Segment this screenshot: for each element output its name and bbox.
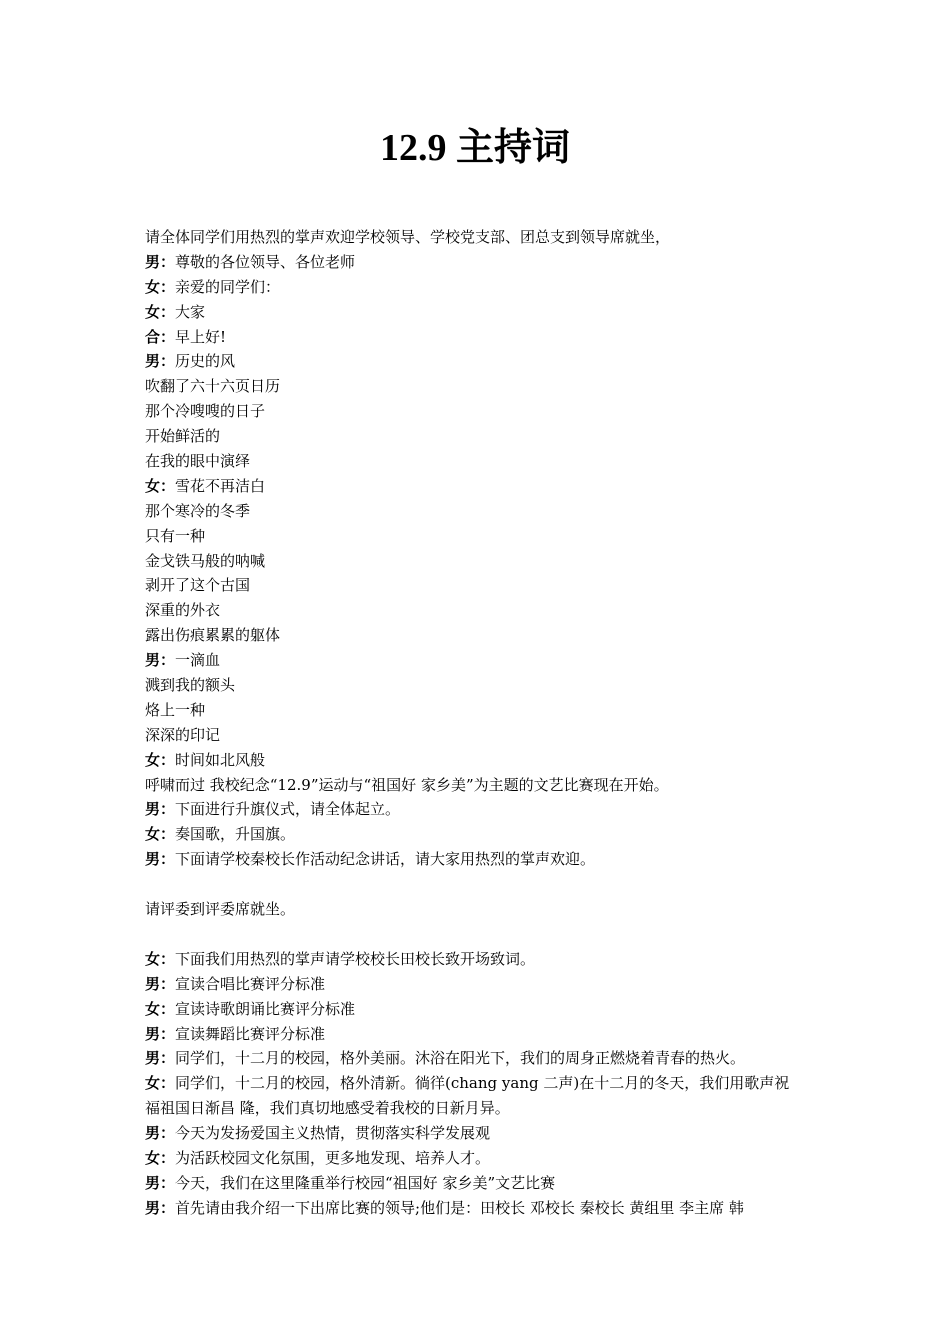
line-text: 今天，我们在这里隆重举行校园“祖国好 家乡美”文艺比赛 bbox=[175, 1173, 556, 1192]
script-line bbox=[145, 1022, 810, 1047]
speaker-label: 女： bbox=[145, 825, 176, 844]
script-line bbox=[145, 374, 810, 399]
line-text: 宣读诗歌朗诵比赛评分标准 bbox=[175, 999, 356, 1018]
script-line bbox=[145, 275, 810, 300]
script-line bbox=[145, 972, 810, 997]
speaker-label: 男： bbox=[145, 1198, 176, 1217]
speaker-label: 男： bbox=[145, 352, 176, 371]
script-line bbox=[145, 250, 810, 275]
line-text: 溅到我的额头 bbox=[145, 676, 236, 695]
line-text: 呼啸而过 我校纪念“12.9”运动与“祖国好 家乡美”为主题的文艺比赛现在开始。 bbox=[145, 775, 669, 794]
speaker-label: 女： bbox=[145, 999, 176, 1018]
script-line bbox=[145, 424, 810, 449]
speaker-label: 男： bbox=[145, 850, 176, 869]
line-text: 下面进行升旗仪式，请全体起立。 bbox=[175, 800, 401, 819]
line-text: 福祖国日渐昌 隆，我们真切地感受着我校的日新月异。 bbox=[145, 1099, 510, 1118]
script-line bbox=[145, 698, 810, 723]
script-line bbox=[145, 349, 810, 374]
line-text: 金戈铁马般的呐喊 bbox=[145, 551, 266, 570]
script-line bbox=[145, 225, 810, 250]
script-line bbox=[145, 524, 810, 549]
speaker-label: 男： bbox=[145, 1024, 176, 1043]
script-line bbox=[145, 474, 810, 499]
line-text: 深重的外衣 bbox=[145, 601, 221, 620]
document-body bbox=[145, 225, 810, 1221]
speaker-label: 男： bbox=[145, 800, 176, 819]
blank-line bbox=[145, 872, 810, 897]
line-text: 同学们，十二月的校园，格外美丽。沐浴在阳光下，我们的周身正燃烧着青春的热火。 bbox=[175, 1049, 746, 1068]
line-text: 宣读合唱比赛评分标准 bbox=[175, 974, 326, 993]
line-text: 尊敬的各位领导、各位老师 bbox=[175, 252, 356, 271]
script-line bbox=[145, 449, 810, 474]
line-text: 烙上一种 bbox=[145, 700, 206, 719]
script-line bbox=[145, 797, 810, 822]
script-line bbox=[145, 598, 810, 623]
line-text: 一滴血 bbox=[175, 651, 221, 670]
script-line bbox=[145, 399, 810, 424]
script-line bbox=[145, 822, 810, 847]
speaker-label: 男： bbox=[145, 974, 176, 993]
speaker-label: 女： bbox=[145, 1148, 176, 1167]
script-line bbox=[145, 499, 810, 524]
script-line bbox=[145, 573, 810, 598]
line-text: 为活跃校园文化氛围，更多地发现、培养人才。 bbox=[175, 1148, 491, 1167]
line-text: 那个寒冷的冬季 bbox=[145, 501, 251, 520]
script-line bbox=[145, 773, 810, 798]
script-line bbox=[145, 1071, 810, 1096]
speaker-label: 女： bbox=[145, 1074, 176, 1093]
script-line bbox=[145, 723, 810, 748]
blank-line bbox=[145, 922, 810, 947]
line-text: 吹翻了六十六页日历 bbox=[145, 377, 281, 396]
line-text: 只有一种 bbox=[145, 526, 206, 545]
line-text: 亲爱的同学们： bbox=[175, 277, 281, 296]
line-text: 历史的风 bbox=[175, 352, 236, 371]
script-line bbox=[145, 1196, 810, 1221]
speaker-label: 女： bbox=[145, 476, 176, 495]
script-line bbox=[145, 997, 810, 1022]
speaker-label: 男： bbox=[145, 252, 176, 271]
document-title: 12.9 主持词 bbox=[379, 127, 570, 169]
script-line bbox=[145, 300, 810, 325]
script-line bbox=[145, 623, 810, 648]
speaker-label: 女： bbox=[145, 949, 176, 968]
line-text: 奏国歌，升国旗。 bbox=[175, 825, 296, 844]
script-line bbox=[145, 1121, 810, 1146]
script-line bbox=[145, 897, 810, 922]
line-text: 开始鲜活的 bbox=[145, 427, 221, 446]
speaker-label: 男： bbox=[145, 1173, 176, 1192]
line-text: 时间如北风般 bbox=[175, 750, 266, 769]
line-text: 首先请由我介绍一下出席比赛的领导;他们是：田校长 邓校长 秦校长 黄组里 李主席 韩 bbox=[175, 1198, 744, 1217]
script-line bbox=[145, 1171, 810, 1196]
script-line bbox=[145, 1046, 810, 1071]
speaker-label: 合： bbox=[145, 327, 176, 346]
speaker-label: 男： bbox=[145, 651, 176, 670]
line-text: 剥开了这个古国 bbox=[145, 576, 251, 595]
script-line bbox=[145, 947, 810, 972]
line-text: 早上好! bbox=[175, 327, 227, 346]
script-line bbox=[145, 1096, 810, 1121]
line-text: 在我的眼中演绎 bbox=[145, 452, 251, 471]
script-line bbox=[145, 325, 810, 350]
line-text: 请全体同学们用热烈的掌声欢迎学校领导、学校党支部、团总支到领导席就坐， bbox=[145, 228, 671, 246]
speaker-label: 女： bbox=[145, 277, 176, 296]
script-line bbox=[145, 673, 810, 698]
line-text: 同学们，十二月的校园，格外清新。徜徉(chang yang 二声)在十二月的冬天，我们用歌声祝 bbox=[175, 1074, 790, 1093]
script-line bbox=[145, 748, 810, 773]
line-text: 露出伤痕累累的躯体 bbox=[145, 626, 281, 645]
line-text: 大家 bbox=[175, 302, 206, 321]
line-text: 那个冷嗖嗖的日子 bbox=[145, 402, 266, 421]
script-line bbox=[145, 549, 810, 574]
line-text: 下面请学校秦校长作活动纪念讲话，请大家用热烈的掌声欢迎。 bbox=[175, 850, 596, 869]
line-text: 深深的印记 bbox=[145, 725, 221, 744]
line-text: 请评委到评委席就坐。 bbox=[145, 900, 296, 919]
speaker-label: 男： bbox=[145, 1049, 176, 1068]
line-text: 今天为发扬爱国主义热情，贯彻落实科学发展观 bbox=[175, 1124, 491, 1143]
speaker-label: 女： bbox=[145, 302, 176, 321]
script-line bbox=[145, 648, 810, 673]
script-line bbox=[145, 1146, 810, 1171]
script-line bbox=[145, 847, 810, 872]
speaker-label: 男： bbox=[145, 1124, 176, 1143]
speaker-label: 女： bbox=[145, 750, 176, 769]
line-text: 雪花不再洁白 bbox=[175, 476, 266, 495]
line-text: 下面我们用热烈的掌声请学校校长田校长致开场致词。 bbox=[175, 949, 536, 968]
line-text: 宣读舞蹈比赛评分标准 bbox=[175, 1024, 326, 1043]
